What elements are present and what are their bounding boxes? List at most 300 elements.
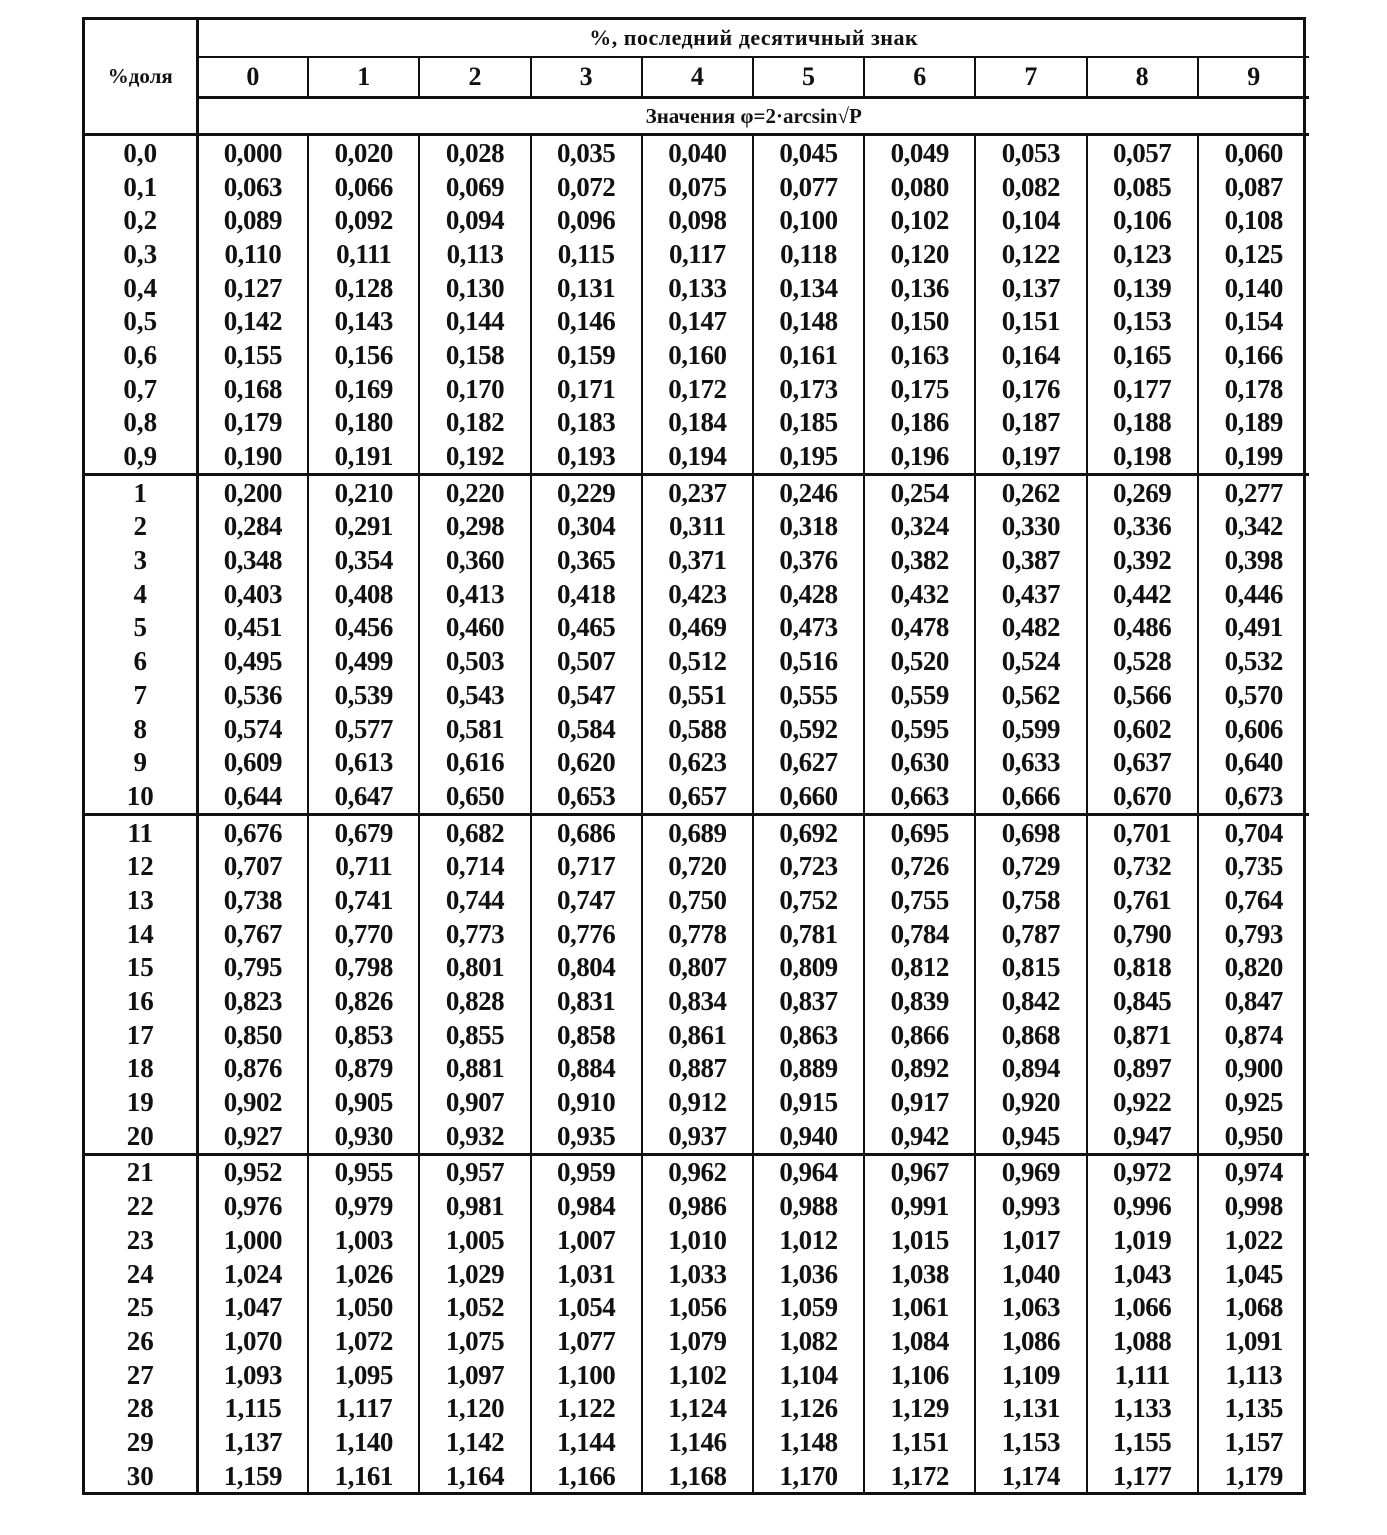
table-cell: 0,793 (1224, 918, 1283, 949)
table-cell: 0,747 (531, 883, 642, 917)
table-cell: 0,115 (531, 237, 642, 271)
table-cell: 0,262 (975, 474, 1086, 509)
table-cell: 1,054 (531, 1290, 642, 1324)
table-cell: 0,729 (975, 849, 1086, 883)
table-cell: 0,423 (642, 577, 753, 611)
row-label: 18 (85, 1052, 197, 1086)
table-cell: 0,863 (753, 1018, 864, 1052)
table-cell: 0,106 (1087, 203, 1198, 237)
table-cell: 0,075 (642, 170, 753, 204)
table-cell: 0,912 (642, 1085, 753, 1119)
table-cell: 1,106 (864, 1358, 975, 1392)
table-cell: 0,082 (975, 170, 1086, 204)
table-row (85, 678, 1309, 712)
table-cell: 1,088 (1087, 1324, 1198, 1358)
table-cell: 0,801 (419, 951, 530, 985)
table-cell: 0,148 (753, 304, 864, 338)
table-cell: 0,175 (864, 372, 975, 406)
table-cell: 0,750 (642, 883, 753, 917)
table-cell: 0,190 (197, 439, 308, 474)
table-cell: 0,387 (975, 543, 1086, 577)
table-cell: 1,007 (531, 1223, 642, 1257)
table-cell: 0,738 (197, 883, 308, 917)
table-cell: 1,115 (197, 1391, 308, 1425)
table-row (85, 1085, 1309, 1119)
table-cell: 0,171 (531, 372, 642, 406)
table-cell: 1,097 (419, 1358, 530, 1392)
table-cell: 0,360 (419, 543, 530, 577)
table-cell: 0,176 (975, 372, 1086, 406)
table-cell: 0,155 (197, 338, 308, 372)
table-cell: 0,408 (308, 577, 419, 611)
table-cell: 0,707 (197, 849, 308, 883)
table-cell: 0,179 (197, 406, 308, 440)
table-cell: 0,193 (531, 439, 642, 474)
table-cell: 0,143 (308, 304, 419, 338)
table-cell: 0,606 (1224, 713, 1283, 744)
table-row (85, 611, 1309, 645)
table-cell: 0,868 (975, 1018, 1086, 1052)
table-cell: 0,150 (864, 304, 975, 338)
row-label: 28 (85, 1391, 197, 1425)
table-cell: 0,767 (197, 917, 308, 951)
table-cell: 0,198 (1087, 439, 1198, 474)
table-row (85, 338, 1309, 372)
table-cell: 0,196 (864, 439, 975, 474)
table-cell: 1,161 (308, 1459, 419, 1493)
row-label: 3 (85, 543, 197, 577)
table-row (85, 1324, 1309, 1358)
table-row (85, 814, 1309, 849)
table-cell: 0,595 (864, 712, 975, 746)
table-cell: 0,045 (753, 135, 864, 170)
row-label: 0,0 (85, 135, 197, 170)
table-cell: 0,787 (975, 917, 1086, 951)
table-cell: 0,304 (531, 510, 642, 544)
table-row (85, 779, 1309, 814)
table-row (85, 237, 1309, 271)
table-row (85, 1290, 1309, 1324)
table-cell: 0,028 (419, 135, 530, 170)
table-cell: 1,050 (308, 1290, 419, 1324)
table-cell: 1,000 (197, 1223, 308, 1257)
table-row (85, 135, 1309, 170)
table-cell: 0,220 (419, 474, 530, 509)
table-cell: 0,818 (1087, 951, 1198, 985)
table-cell: 1,091 (1224, 1325, 1283, 1356)
table-cell: 1,084 (864, 1324, 975, 1358)
table-cell: 1,170 (753, 1459, 864, 1493)
table-cell: 0,758 (975, 883, 1086, 917)
row-label: 12 (85, 849, 197, 883)
table-cell: 0,154 (1224, 306, 1283, 337)
table-cell: 0,781 (753, 917, 864, 951)
table-cell: 0,905 (308, 1085, 419, 1119)
table-cell: 0,543 (419, 678, 530, 712)
table-cell: 0,959 (531, 1154, 642, 1189)
table-cell: 0,920 (975, 1085, 1086, 1119)
table-cell: 1,056 (642, 1290, 753, 1324)
table-cell: 0,049 (864, 135, 975, 170)
table-cell: 0,069 (419, 170, 530, 204)
table-cell: 0,804 (531, 951, 642, 985)
table-cell: 0,807 (642, 951, 753, 985)
table-cell: 1,010 (642, 1223, 753, 1257)
table-cell: 0,711 (308, 849, 419, 883)
table-cell: 0,633 (975, 745, 1086, 779)
table-cell: 0,503 (419, 644, 530, 678)
table-cell: 0,879 (308, 1052, 419, 1086)
table-cell: 0,732 (1087, 849, 1198, 883)
table-cell: 1,063 (975, 1290, 1086, 1324)
table-cell: 0,392 (1087, 543, 1198, 577)
table-row (85, 203, 1309, 237)
table-row (85, 543, 1309, 577)
table-cell: 0,371 (642, 543, 753, 577)
row-label: 29 (85, 1425, 197, 1459)
table-cell: 0,122 (975, 237, 1086, 271)
table-cell: 1,043 (1087, 1257, 1198, 1291)
table-cell: 1,135 (1224, 1393, 1283, 1424)
table-cell: 0,815 (975, 951, 1086, 985)
table-cell: 0,442 (1087, 577, 1198, 611)
table-cell: 0,602 (1087, 712, 1198, 746)
table-cell: 0,650 (419, 779, 530, 814)
table-cell: 1,047 (197, 1290, 308, 1324)
table-cell: 0,812 (864, 951, 975, 985)
table-cell: 1,157 (1224, 1426, 1283, 1457)
table-cell: 0,456 (308, 611, 419, 645)
table-cell: 0,991 (864, 1189, 975, 1223)
table-cell: 0,562 (975, 678, 1086, 712)
table-cell: 0,092 (308, 203, 419, 237)
table-cell: 1,015 (864, 1223, 975, 1257)
table-cell: 0,657 (642, 779, 753, 814)
table-row (85, 1391, 1309, 1425)
table-cell: 0,432 (864, 577, 975, 611)
table-row (85, 1189, 1309, 1223)
table-cell: 0,892 (864, 1052, 975, 1086)
table-cell: 1,029 (419, 1257, 530, 1291)
table-cell: 0,679 (308, 814, 419, 849)
table-cell: 0,229 (531, 474, 642, 509)
table-cell: 0,584 (531, 712, 642, 746)
table-cell: 1,052 (419, 1290, 530, 1324)
table-cell: 0,130 (419, 271, 530, 305)
digit-header-9: 9 (1198, 57, 1309, 98)
digit-header-4: 4 (642, 57, 753, 98)
table-cell: 0,159 (531, 338, 642, 372)
table-row (85, 577, 1309, 611)
table-cell: 0,348 (197, 543, 308, 577)
table-cell: 0,072 (531, 170, 642, 204)
table-cell: 0,964 (753, 1154, 864, 1189)
table-cell: 0,932 (419, 1119, 530, 1154)
table-cell: 0,139 (1087, 271, 1198, 305)
table-cell: 1,142 (419, 1425, 530, 1459)
table-cell: 0,298 (419, 510, 530, 544)
table-cell: 1,079 (642, 1324, 753, 1358)
digit-header-0: 0 (197, 57, 308, 98)
table-cell: 0,142 (197, 304, 308, 338)
table-cell: 0,085 (1087, 170, 1198, 204)
table-cell: 0,998 (1224, 1191, 1283, 1222)
table-cell: 0,035 (531, 135, 642, 170)
table-cell: 0,592 (753, 712, 864, 746)
digit-header-1: 1 (308, 57, 419, 98)
table-cell: 0,177 (1087, 372, 1198, 406)
table-cell: 0,984 (531, 1189, 642, 1223)
digit-header-8: 8 (1087, 57, 1198, 98)
table-cell: 1,024 (197, 1257, 308, 1291)
table-cell: 0,000 (197, 135, 308, 170)
row-label: 0,6 (85, 338, 197, 372)
table-cell: 0,040 (642, 135, 753, 170)
table-cell: 0,403 (197, 577, 308, 611)
table-cell: 0,098 (642, 203, 753, 237)
table-cell: 0,917 (864, 1085, 975, 1119)
table-row (85, 1257, 1309, 1291)
table-row (85, 1018, 1309, 1052)
table-cell: 0,158 (419, 338, 530, 372)
table-cell: 1,033 (642, 1257, 753, 1291)
table-cell: 0,907 (419, 1085, 530, 1119)
table-cell: 0,188 (1087, 406, 1198, 440)
row-label: 27 (85, 1358, 197, 1392)
row-label: 6 (85, 644, 197, 678)
table-cell: 0,110 (197, 237, 308, 271)
table-cell: 0,940 (753, 1119, 864, 1154)
digit-header-6: 6 (864, 57, 975, 98)
table-cell: 0,178 (1224, 373, 1283, 404)
table-row (85, 510, 1309, 544)
table-cell: 0,842 (975, 984, 1086, 1018)
table-cell: 0,644 (197, 779, 308, 814)
table-body (85, 135, 1309, 1493)
table-cell: 0,104 (975, 203, 1086, 237)
table-row (85, 170, 1309, 204)
table-cell: 1,172 (864, 1459, 975, 1493)
table-cell: 0,967 (864, 1154, 975, 1189)
table-cell: 0,237 (642, 474, 753, 509)
table-cell: 0,676 (197, 814, 308, 849)
table-cell: 1,070 (197, 1324, 308, 1358)
table-cell: 0,131 (531, 271, 642, 305)
table-cell: 0,164 (975, 338, 1086, 372)
table-cell: 1,038 (864, 1257, 975, 1291)
row-label: 17 (85, 1018, 197, 1052)
table-cell: 0,566 (1087, 678, 1198, 712)
table-cell: 1,144 (531, 1425, 642, 1459)
table-cell: 0,798 (308, 951, 419, 985)
table-cell: 0,726 (864, 849, 975, 883)
row-label: 0,4 (85, 271, 197, 305)
table-cell: 0,446 (1224, 578, 1283, 609)
table-cell: 0,507 (531, 644, 642, 678)
table-cell: 0,053 (975, 135, 1086, 170)
table-cell: 0,828 (419, 984, 530, 1018)
table-cell: 0,666 (975, 779, 1086, 814)
table-cell: 0,874 (1224, 1019, 1283, 1050)
table-cell: 0,866 (864, 1018, 975, 1052)
table-cell: 0,957 (419, 1154, 530, 1189)
table-cell: 1,153 (975, 1425, 1086, 1459)
table-cell: 0,755 (864, 883, 975, 917)
table-cell: 0,469 (642, 611, 753, 645)
table-row (85, 1052, 1309, 1086)
table-cell: 0,555 (753, 678, 864, 712)
table-cell: 0,577 (308, 712, 419, 746)
table-cell: 0,153 (1087, 304, 1198, 338)
table-cell: 0,823 (197, 984, 308, 1018)
table-cell: 0,200 (197, 474, 308, 509)
table-cell: 1,146 (642, 1425, 753, 1459)
table-cell: 0,020 (308, 135, 419, 170)
table-cell: 0,955 (308, 1154, 419, 1189)
table-row (85, 644, 1309, 678)
table-cell: 0,495 (197, 644, 308, 678)
table-cell: 0,066 (308, 170, 419, 204)
table-cell: 1,040 (975, 1257, 1086, 1291)
row-label: 16 (85, 984, 197, 1018)
row-label: 1 (85, 474, 197, 509)
table-cell: 0,324 (864, 510, 975, 544)
table-row (85, 372, 1309, 406)
row-label: 8 (85, 712, 197, 746)
table-cell: 0,536 (197, 678, 308, 712)
table-row (85, 1459, 1309, 1493)
table-cell: 0,096 (531, 203, 642, 237)
table-cell: 0,663 (864, 779, 975, 814)
table-cell: 1,159 (197, 1459, 308, 1493)
table-cell: 1,095 (308, 1358, 419, 1392)
table-cell: 0,915 (753, 1085, 864, 1119)
table-cell: 0,551 (642, 678, 753, 712)
table-cell: 0,134 (753, 271, 864, 305)
table-cell: 0,486 (1087, 611, 1198, 645)
table-cell: 0,330 (975, 510, 1086, 544)
row-label: 20 (85, 1119, 197, 1154)
table-cell: 0,701 (1087, 814, 1198, 849)
table-cell: 1,124 (642, 1391, 753, 1425)
table-cell: 0,986 (642, 1189, 753, 1223)
row-label: 0,3 (85, 237, 197, 271)
row-label: 4 (85, 577, 197, 611)
table-row (85, 951, 1309, 985)
table-cell: 0,922 (1087, 1085, 1198, 1119)
table-cell: 0,108 (1224, 205, 1283, 236)
row-label: 24 (85, 1257, 197, 1291)
table-cell: 1,131 (975, 1391, 1086, 1425)
table-cell: 1,066 (1087, 1290, 1198, 1324)
table-cell: 0,692 (753, 814, 864, 849)
table-cell: 0,630 (864, 745, 975, 779)
row-label: 25 (85, 1290, 197, 1324)
table-cell: 0,925 (1224, 1087, 1283, 1118)
table-cell: 0,539 (308, 678, 419, 712)
table-cell: 0,884 (531, 1052, 642, 1086)
table-cell: 1,148 (753, 1425, 864, 1459)
table-cell: 0,704 (1224, 817, 1283, 848)
table-cell: 0,574 (197, 712, 308, 746)
table-cell: 0,291 (308, 510, 419, 544)
table-cell: 1,093 (197, 1358, 308, 1392)
row-label: 2 (85, 510, 197, 544)
table-cell: 0,937 (642, 1119, 753, 1154)
table-cell: 0,184 (642, 406, 753, 440)
table-cell: 0,861 (642, 1018, 753, 1052)
table-cell: 0,136 (864, 271, 975, 305)
table-header (85, 20, 1309, 135)
row-label: 14 (85, 917, 197, 951)
table-cell: 0,682 (419, 814, 530, 849)
table-cell: 0,128 (308, 271, 419, 305)
table-cell: 0,988 (753, 1189, 864, 1223)
table-cell: 0,146 (531, 304, 642, 338)
table-cell: 0,127 (197, 271, 308, 305)
table-cell: 0,491 (1224, 612, 1283, 643)
table-cell: 0,172 (642, 372, 753, 406)
table-cell: 1,113 (1225, 1359, 1283, 1390)
row-label: 15 (85, 951, 197, 985)
table-cell: 0,161 (753, 338, 864, 372)
table-cell: 0,996 (1087, 1189, 1198, 1223)
table-cell: 0,735 (1224, 851, 1283, 882)
table-cell: 0,689 (642, 814, 753, 849)
table-cell: 1,179 (1224, 1460, 1283, 1491)
table-cell: 1,061 (864, 1290, 975, 1324)
table-row (85, 474, 1309, 509)
table-cell: 0,670 (1087, 779, 1198, 814)
table-cell: 0,616 (419, 745, 530, 779)
table-cell: 1,031 (531, 1257, 642, 1291)
table-cell: 0,858 (531, 1018, 642, 1052)
table-cell: 1,082 (753, 1324, 864, 1358)
row-label: 10 (85, 779, 197, 814)
table-cell: 0,194 (642, 439, 753, 474)
table-cell: 1,068 (1224, 1292, 1283, 1323)
row-label: 0,1 (85, 170, 197, 204)
table-row (85, 984, 1309, 1018)
table-cell: 0,695 (864, 814, 975, 849)
table-cell: 1,003 (308, 1223, 419, 1257)
table-cell: 0,197 (975, 439, 1086, 474)
table-cell: 0,189 (1224, 407, 1283, 438)
table-cell: 0,850 (197, 1018, 308, 1052)
table-cell: 0,623 (642, 745, 753, 779)
table-cell: 0,887 (642, 1052, 753, 1086)
table-cell: 0,795 (197, 951, 308, 985)
row-label: 13 (85, 883, 197, 917)
row-label: 0,8 (85, 406, 197, 440)
table-row (85, 712, 1309, 746)
row-label: 21 (85, 1154, 197, 1189)
table-cell: 0,100 (753, 203, 864, 237)
table-cell: 0,269 (1087, 474, 1198, 509)
table-cell: 0,653 (531, 779, 642, 814)
table-cell: 0,752 (753, 883, 864, 917)
table-cell: 1,100 (531, 1358, 642, 1392)
row-label: 26 (85, 1324, 197, 1358)
table-cell: 0,336 (1087, 510, 1198, 544)
table-cell: 0,673 (1198, 779, 1309, 814)
table-cell: 0,186 (864, 406, 975, 440)
row-label: 0,7 (85, 372, 197, 406)
table-cell: 0,311 (642, 510, 753, 544)
table-cell: 1,117 (308, 1391, 419, 1425)
table-cell: 0,778 (642, 917, 753, 951)
digit-header-5: 5 (753, 57, 864, 98)
